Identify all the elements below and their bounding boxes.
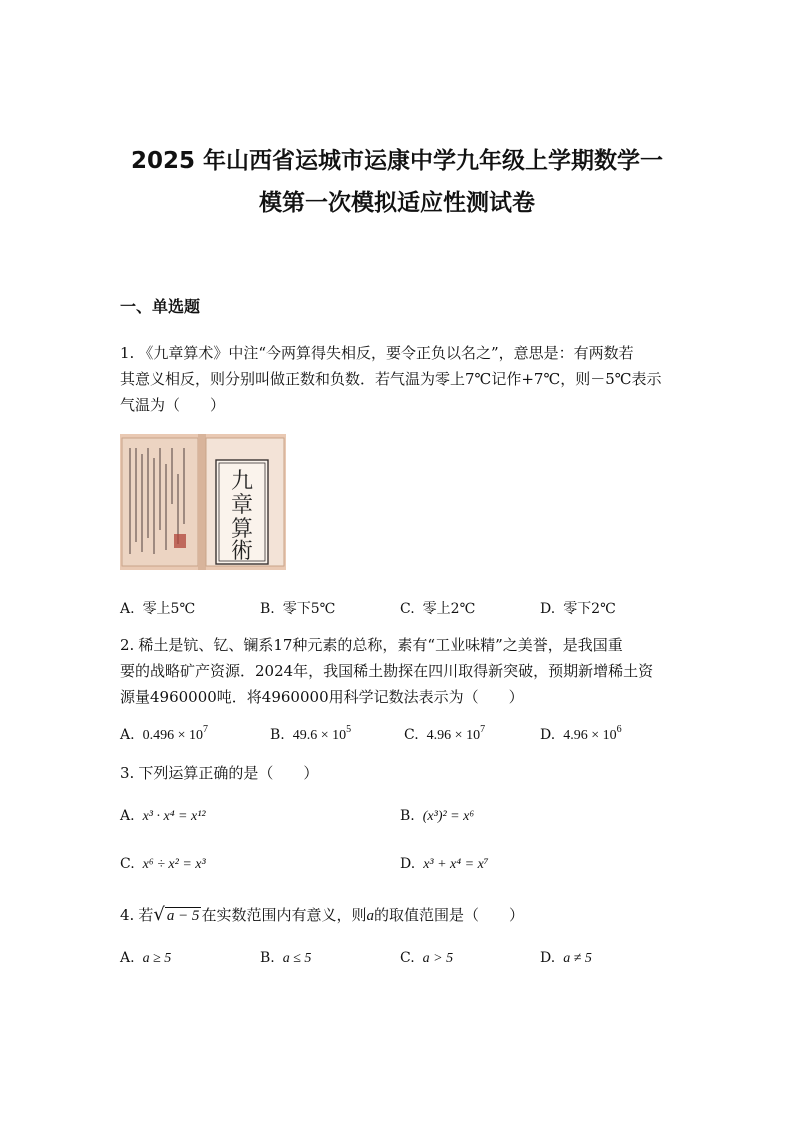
q4-option-b[interactable]: B. a ≤ 5 [260, 950, 312, 966]
q2-option-b[interactable]: B. $49.6 \times 10^5$ [270, 724, 352, 743]
question-3-text [120, 760, 680, 786]
jiuzhang-suanshu-book-image [120, 434, 286, 570]
cover-char-1: 九 [230, 469, 254, 494]
question-2-line-3: 源量4960000吨．将4960000用科学记数法表示为（ ） [120, 688, 524, 706]
title-line-1: 2025 年山西省运城市运康中学九年级上学期数学一 [130, 148, 664, 174]
question-1-line-1: 1. 《九章算术》中注“今两算得失相反，要令正负以名之”，意思是：有两数若 [120, 344, 634, 362]
question-3-line-1: 3. 下列运算正确的是（ ） [120, 764, 319, 782]
q4-option-a[interactable]: A. a ≥ 5 [120, 950, 172, 966]
question-1-number: 1. [120, 344, 135, 362]
q4-option-d[interactable]: D. a ≠ 5 [540, 950, 592, 966]
q1-option-b[interactable]: B. 零下5℃ [260, 601, 336, 617]
question-4-text [120, 902, 680, 929]
title-line-2: 模第一次模拟适应性测试卷 [259, 190, 535, 216]
question-1-line-2: 其意义相反，则分别叫做正数和负数．若气温为零上7℃记作+7℃，则－5℃表示 [120, 370, 662, 388]
question-3-number: 3. [120, 764, 135, 782]
q1-option-a[interactable]: A. 零上5℃ [120, 601, 196, 617]
q4-option-c[interactable]: C. a > 5 [400, 950, 454, 966]
radical-sign-icon: √ [153, 904, 165, 925]
question-4-line-1: 4. 若√ a − 5 在实数范围内有意义，则a的取值范围是（ ） [120, 902, 680, 929]
q3-option-a[interactable]: A. x³ · x⁴ = x¹² [120, 808, 206, 824]
question-2-line-1: 2. 稀土是钪、钇、镧系17种元素的总称，素有“工业味精”之美誉，是我国重 [120, 636, 623, 654]
q3-option-c[interactable]: C. x⁶ ÷ x² = x³ [120, 856, 206, 872]
cover-char-3: 算 [230, 517, 254, 542]
question-4-number: 4. [120, 906, 135, 924]
question-1-text [120, 340, 680, 418]
q2-option-c[interactable]: C. $4.96 \times 10^7$ [404, 724, 486, 743]
question-2-line-2: 要的战略矿产资源．2024年，我国稀土勘探在四川取得新突破，预期新增稀土资 [120, 662, 654, 680]
q2-option-a[interactable]: A. $0.496 \times 10^7$ [120, 724, 208, 743]
q1-option-d[interactable]: D. 零下2℃ [540, 601, 616, 617]
q1-option-c[interactable]: C. 零上2℃ [400, 601, 476, 617]
cover-char-4: 術 [230, 539, 254, 564]
question-2-number: 2. [120, 636, 135, 654]
q3-option-b[interactable]: B. (x³)² = x⁶ [400, 808, 475, 824]
question-2-text [120, 632, 680, 710]
section-heading: 一、单选题 [120, 297, 201, 316]
q2-option-d[interactable]: D. $4.96 \times 10^6$ [540, 724, 622, 743]
q3-option-d[interactable]: D. x³ + x⁴ = x⁷ [400, 856, 489, 872]
exam-title [60, 140, 734, 224]
sqrt-expression: √ a − 5 [153, 904, 200, 925]
book-illustration [120, 434, 286, 570]
question-1-line-3: 气温为（ ） [120, 396, 226, 414]
cover-char-2: 章 [230, 493, 254, 518]
